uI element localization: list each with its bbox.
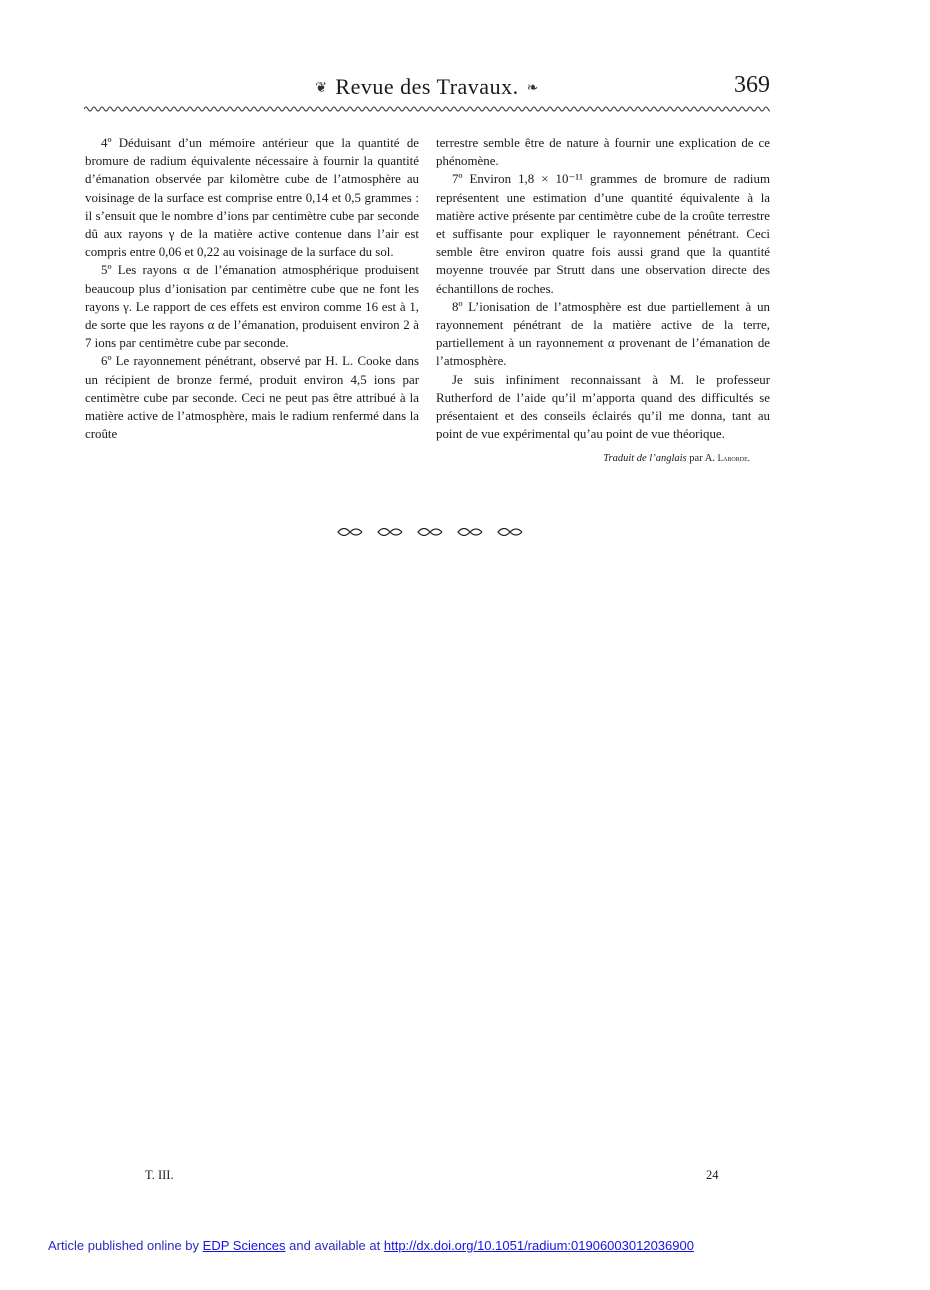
right-column — [436, 134, 770, 469]
running-header — [84, 74, 770, 106]
journal-title-text: Revue des Travaux. — [335, 74, 519, 99]
fleuron-icon — [378, 529, 402, 536]
right-fleuron-icon: ❧ — [526, 81, 539, 97]
volume-mark: T. III. — [145, 1168, 174, 1182]
fleuron-icon — [418, 529, 442, 536]
journal-title — [84, 74, 770, 100]
fleuron-icon — [498, 529, 522, 536]
publication-middle: and available at — [289, 1238, 381, 1253]
publication-prefix: Article published online by — [48, 1238, 200, 1253]
translator-name: Laborde. — [717, 453, 750, 464]
translator-by: par A. — [689, 453, 715, 465]
paragraph-5: 5º Les rayons α de l’émanation atmosphérique produisent beaucoup plus d’ionisation par centimètre cube que ne font les rayons γ. Le rapport de ces effets est environ comme 16 est à 1, de sorte que les rayons α de l’émanation, produisent environ 2 à 7 ions par centimètre cube par seconde. — [85, 263, 419, 351]
fleuron-ornament-row — [332, 522, 528, 542]
signature-mark: 24 — [706, 1168, 719, 1182]
acknowledgement-paragraph: Je suis infiniment reconnaissant à M. le professeur Rutherford de l’aide qu’il m’apporta quand des difficultés se présentaient et des conseils éclairés qu’il me donna, tant au point de vue expérimental qu’au point de vue théorique. — [436, 372, 770, 442]
wavy-rule-divider — [84, 104, 770, 114]
left-fleuron-icon: ❦ — [315, 81, 328, 97]
publication-notice — [48, 1238, 694, 1253]
paragraph-6-continuation: terrestre semble être de nature à fournir une explication de ce phénomène. — [436, 136, 770, 169]
publisher-link[interactable]: EDP Sciences — [202, 1238, 286, 1253]
left-column — [85, 134, 419, 443]
paragraph-6: 6º Le rayonnement pénétrant, observé par H. L. Cooke dans un récipient de bronze fermé, produit environ 4,5 ions par centimètre cube par seconde. Ceci ne peut pas être attribué à la matière active de l’atmosphère, mais le radium renfermé dans la croûte — [85, 354, 419, 442]
fleuron-icon — [338, 529, 362, 536]
page-number: 369 — [734, 72, 770, 98]
translated-from-label: Traduit de l’anglais — [603, 453, 687, 465]
translator-signature — [436, 449, 770, 468]
fleuron-icon — [458, 529, 482, 536]
paragraph-7: 7º Environ 1,8 × 10⁻¹¹ grammes de bromure de radium représentent une estimation d’une quantité équivalente à la matière active présente par centimètre cube de la croûte terrestre et suffisante pour expliquer le rayonnement pénétrant. Ceci semble être environ quatre fois aussi grand que la quantité moyenne trouvée par Strutt dans une observation directe des échantillons de roches. — [436, 172, 770, 296]
paragraph-8: 8º L’ionisation de l’atmosphère est due partiellement à un rayonnement pénétrant de la matière active de la terre, partiellement à un rayonnement α provenant de l’émanation de l’atmosphère. — [436, 299, 770, 369]
paragraph-4: 4º Déduisant d’un mémoire antérieur que la quantité de bromure de radium équivalente nécessaire à fournir la quantité d’émanation observée par kilomètre cube de l’atmosphère au voisinage de la surface est comprise entre 0,14 et 0,5 grammes : il s’ensuit que le nombre d’ions par centimètre cube par seconde dû aux rayons γ de la matière active contenue dans l’air est compris entre 0,06 et 0,22 au voisinage de la surface du sol. — [85, 136, 419, 260]
doi-link[interactable]: http://dx.doi.org/10.1051/radium:01906003012036900 — [383, 1238, 694, 1253]
